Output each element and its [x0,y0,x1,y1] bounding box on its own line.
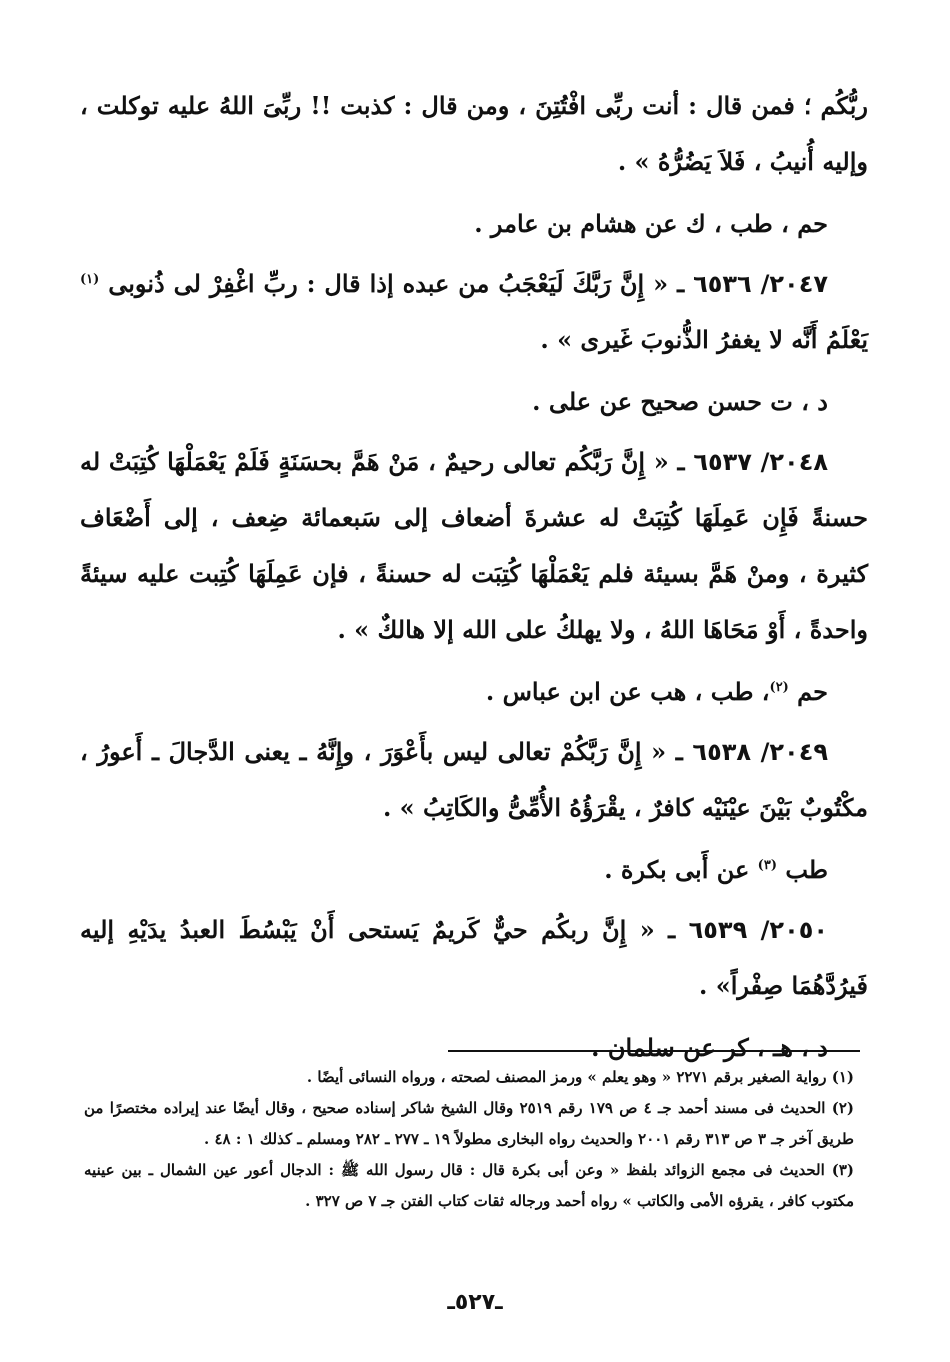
hadith-text: ـ « إِنَّ رَبَّكُمْ تعالى ليس بأَعْوَرَ ، وإِنَّهُ ـ يعنى الدَّجالَ ـ أَعورُ ، مكْتُوبٌ بَيْنَ عيْنَيْه كافرٌ ، يقْرَؤُهُ الأُمِّىُّ والكَاتِبُ » . [80,737,868,822]
main-text [80,78,868,1080]
footnote-3: (٣) الحديث فى مجمع الزوائد بلفظ « وعن أبى بكرة قال : قال رسول الله ﷺ : الدجال أعور عين الشمال ـ بين عينيه مكتوب كافر ، يقرؤه الأمى والكاتب » رواه أحمد ورجاله ثقات كتاب الفتن جـ ٧ ص ٣٢٧ . [84,1161,854,1210]
source-text: طب [776,855,828,884]
footnote-1: (١) رواية الصغير برقم ٢٢٧١ « وهو يعلم » ورمز المصنف لصحته ، ورواه النسائى أيضًا . [306,1068,854,1086]
hadith-source: د ، ت حسن صحيح عن على . [532,387,828,416]
hadith-2050 [80,902,868,1014]
footnote-separator [448,1050,860,1052]
hadith-source [80,842,868,898]
page-number: ـ٥٢٧ـ [447,1290,503,1315]
hadith-2047 [80,256,868,368]
hadith-number: ٢٠٤٨/ ٦٥٣٧ [693,448,828,476]
hadith-source: حم ، طب ، ك عن هشام بن عامر . [474,209,828,238]
hadith-source: د ، هـ ، كر عن سلمان . [591,1033,828,1062]
hadith-text: ـ « إِنَّ رَبَّكُم تعالى رحيمٌ ، مَنْ هَمَّ بحسَنَةٍ فَلَمْ يَعْمَلْهَا كُتِبَتْ له حسنةً فَإِن عَمِلَهَا كُتِبَتْ له عشرةَ أضعاف إلى سَبعمائة ضِعف ، إلى أَضْعَاف كثيرة ، ومنْ هَمَّ بسيئة فلم يَعْمَلْهَا كُتِبَت له حسنةً ، فإن عَمِلَهَا كُتِبت عليه سيئةً واحدةً ، أَوْ مَحَاهَا اللهُ ، ولا يهلكُ على الله إلا هالكٌ » . [80,447,868,644]
source-text: عن أَبى بكرة . [604,855,758,884]
hadith-number: ٢٠٤٩/ ٦٥٣٨ [692,738,828,766]
source-text: ، طب ، هب عن ابن عباس . [485,677,770,706]
hadith-text: ـ « إِنَّ رَبَّكَ لَيَعْجَبُ من عبده إذا قال : ربِّ اغْفِرْ لى ذُنوبى [99,269,694,298]
continued-hadith-text: ربُّكُم ؛ فمن قال : أنت ربِّى افْتُتِنَ ، ومن قال : كذبت !! ربِّىَ اللهُ عليه توكلت ، وإليه أُنيبُ ، فَلاَ يَضُرُّهُ » . [80,91,868,176]
hadith-2048 [80,434,868,658]
footnote-ref: (١) [80,272,100,287]
hadith-number: ٢٠٥٠/ ٦٥٣٩ [688,916,829,944]
source-text: حم [788,677,828,706]
footnote-ref: (٢) [769,680,789,695]
hadith-text: يَعْلَمُ أَنَّه لا يغفرُ الذُّنوبَ غَيرى » . [540,325,868,354]
hadith-text: ـ « إِنَّ ربكُم حيٌّ كَريمٌ يَستحى أَنْ يَبْسُطَ العبدُ يدَيْهِ إليه فَيرُدَّهُمَا صِفْراً» . [80,915,868,1000]
footnote-ref: (٣) [757,858,777,873]
hadith-2049 [80,724,868,836]
hadith-source [80,664,868,720]
hadith-number: ٢٠٤٧/ ٦٥٣٦ [693,270,828,298]
footnotes [84,1062,854,1217]
footnote-2: (٢) الحديث فى مسند أحمد جـ ٤ ص ١٧٩ رقم ٢٥١٩ وقال الشيخ شاكر إسناده صحيح ، وقال أيضًا عند إيراده مختصرًا من طريق آخر جـ ٣ ص ٣١٣ رقم ٢٠٠١ والحديث رواه البخارى مطولاً ١٩ ـ ٢٧٧ ـ ٢٨٢ ومسلم ـ كذلك ١ : ٤٨ . [84,1099,854,1148]
